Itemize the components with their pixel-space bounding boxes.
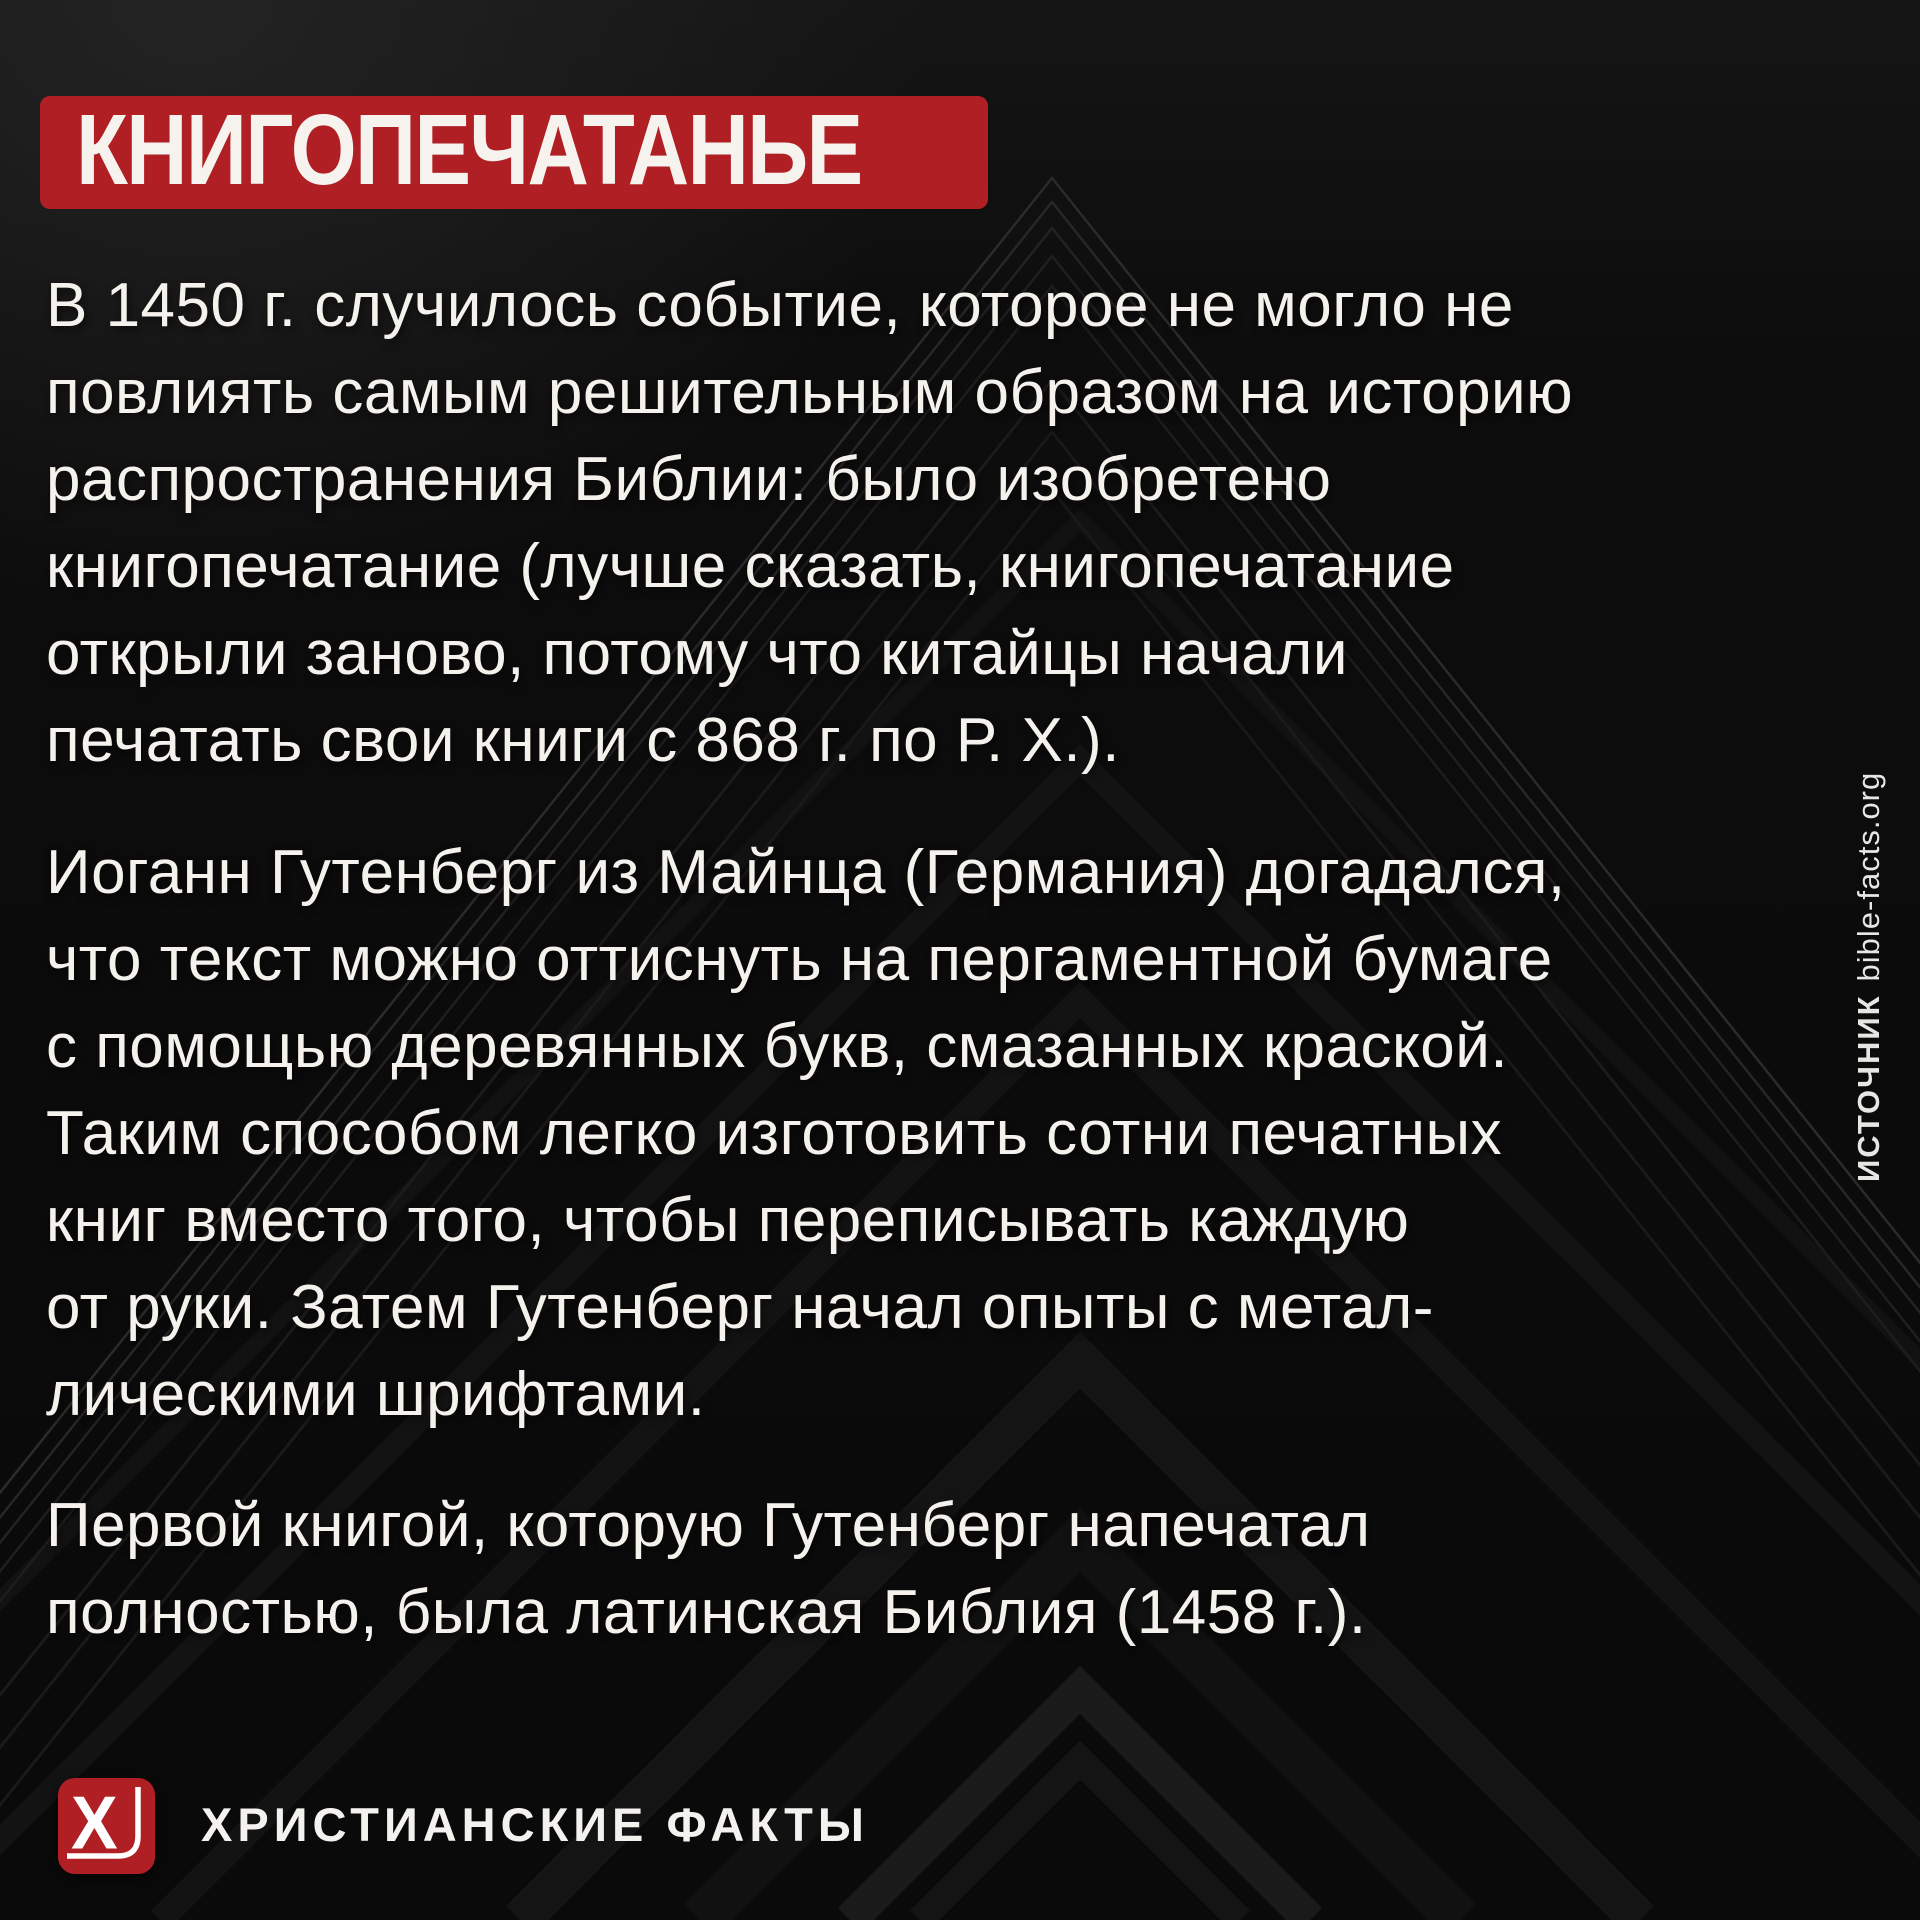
text-line: В 1450 г. случилось событие, которое не могло не (46, 271, 1514, 340)
source-url: bible-facts.org (1851, 771, 1886, 982)
text-line: от руки. Затем Гутенберг начал опыты с метал- (46, 1273, 1434, 1342)
text-line: книгопечатание (лучше сказать, книгопечатание (46, 532, 1455, 601)
text-line: с помощью деревянных букв, смазанных краской. (46, 1012, 1509, 1081)
source-credit (1850, 772, 1888, 1182)
brand-logo (58, 1778, 155, 1874)
text-line: распространения Библии: было изобретено (46, 445, 1332, 514)
text-line: лическими шрифтами. (46, 1360, 706, 1429)
text-line: полностью, была латинская Библия (1458 г.). (46, 1578, 1367, 1647)
body-paragraph-2 (46, 829, 1846, 1438)
page-title: КНИГОПЕЧАТАНЬЕ (76, 93, 862, 206)
body-paragraph-3 (46, 1482, 1846, 1656)
body-paragraph-1 (46, 262, 1846, 784)
text-line: открыли заново, потому что китайцы начали (46, 619, 1348, 688)
text-line: печатать свои книги с 868 г. по Р. Х.). (46, 706, 1120, 775)
title-badge (40, 93, 988, 209)
text-line: что текст можно оттиснуть на пергаментной бумаге (46, 925, 1553, 994)
brand-name: ХРИСТИАНСКИЕ ФАКТЫ (201, 1797, 869, 1851)
book-bracket-icon (58, 1778, 155, 1874)
text-line: повлиять самым решительным образом на историю (46, 358, 1574, 427)
footer-brand (58, 1778, 869, 1874)
text-line: Иоганн Гутенберг из Майнца (Германия) догадался, (46, 838, 1566, 907)
text-line: Таким способом легко изготовить сотни печатных (46, 1099, 1503, 1168)
text-line: книг вместо того, чтобы переписывать каждую (46, 1186, 1410, 1255)
text-line: Первой книгой, которую Гутенберг напечатал (46, 1491, 1371, 1560)
source-label: ИСТОЧНИК (1851, 994, 1886, 1182)
brand-logo-letter: Х (71, 1780, 118, 1865)
